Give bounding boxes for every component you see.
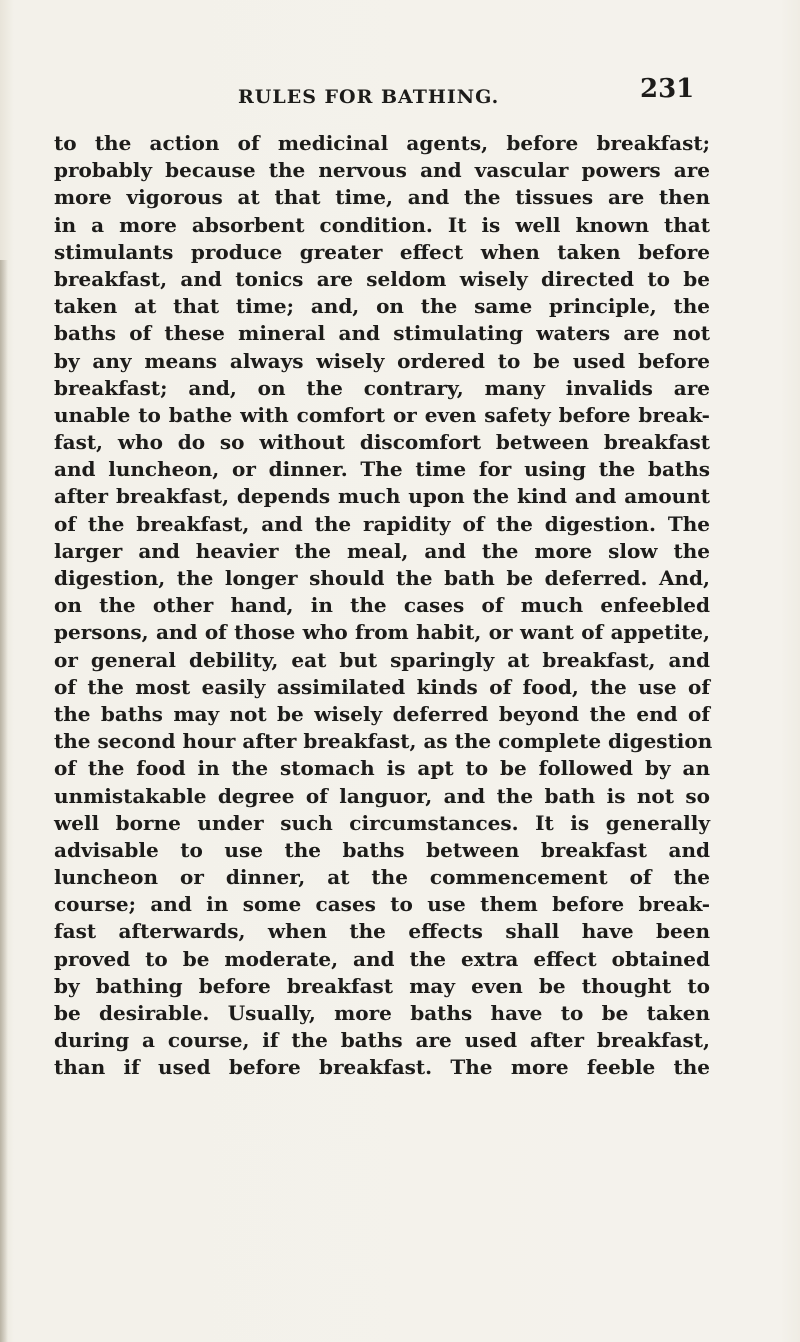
text-line: than if used before breakfast. The more feeble the — [54, 1055, 710, 1080]
text-line: fast, who do so without discomfort between breakfast — [54, 430, 710, 455]
text-line: the baths may not be wisely deferred beyond the end of — [54, 701, 710, 726]
text-line: stimulants produce greater effect when taken before — [54, 239, 710, 264]
text-line: the second hour after breakfast, as the complete digestion — [54, 729, 713, 754]
text-line: taken at that time; and, on the same principle, the — [54, 294, 710, 319]
text-line: to the action of medicinal agents, before breakfast; — [54, 131, 710, 155]
text-line: of the most easily assimilated kinds of food, the use of — [54, 674, 710, 699]
text-line: of the breakfast, and the rapidity of the digestion. The — [54, 511, 710, 536]
text-line: well borne under such circumstances. It is generally — [54, 810, 710, 835]
text-line: on the other hand, in the cases of much enfeebled — [54, 593, 710, 618]
binding-shadow — [0, 260, 8, 1342]
page-number: 231 — [640, 74, 695, 104]
text-line: or general debility, eat but sparingly at breakfast, and — [54, 647, 710, 672]
text-line: in a more absorbent condition. It is well known that — [54, 212, 710, 237]
text-line: and luncheon, or dinner. The time for using the baths — [54, 457, 710, 482]
text-line: proved to be moderate, and the extra effect obtained — [54, 946, 710, 971]
text-line: during a course, if the baths are used after breakfast, — [54, 1028, 710, 1053]
text-line: by any means always wisely ordered to be used before — [54, 348, 710, 373]
text-line: persons, and of those who from habit, or want of appetite, — [54, 620, 710, 645]
text-line: more vigorous at that time, and the tissues are then — [54, 185, 710, 210]
text-line: fast afterwards, when the effects shall have been — [54, 919, 710, 944]
text-line: breakfast, and tonics are seldom wisely directed to be — [54, 266, 710, 291]
text-line: of the food in the stomach is apt to be followed by an — [54, 756, 710, 781]
text-line: breakfast; and, on the contrary, many invalids are — [54, 375, 710, 400]
text-line: unmistakable degree of languor, and the bath is not so — [54, 783, 710, 808]
text-line: baths of these mineral and stimulating waters are not — [54, 321, 710, 346]
body-text — [54, 130, 713, 1082]
text-line: by bathing before breakfast may even be thought to — [54, 973, 710, 998]
text-line: digestion, the longer should the bath be deferred. And, — [54, 566, 710, 590]
text-line: be desirable. Usually, more baths have to be taken — [54, 1001, 710, 1025]
text-line: probably because the nervous and vascular powers are — [54, 158, 710, 183]
text-line: unable to bathe with comfort or even safety before break- — [54, 402, 710, 427]
text-line: luncheon or dinner, at the commencement of the — [54, 865, 710, 890]
text-line: after breakfast, depends much upon the kind and amount — [54, 484, 710, 509]
text-line: course; and in some cases to use them before break- — [54, 892, 710, 917]
text-line: larger and heavier the meal, and the more slow the — [54, 538, 710, 563]
text-line: advisable to use the baths between breakfast and — [54, 837, 710, 862]
running-head: RULES FOR BATHING. — [238, 86, 500, 108]
